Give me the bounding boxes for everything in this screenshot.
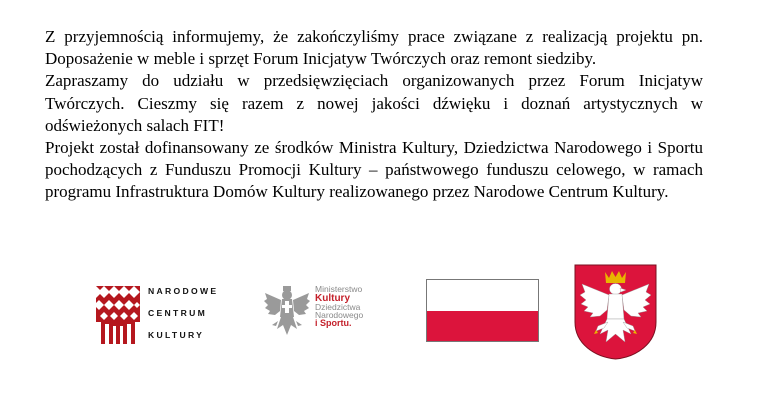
paragraph-invitation: Zapraszamy do udziału w przedsięwzięciach organizowanych przez Forum Inicjatyw Twórczych. Cieszmy się razem z nowej jakości dźwięku i doznań artystycznych w odświeżonych salach FIT! xyxy=(45,71,703,135)
nck-line-2: CENTRUM xyxy=(148,308,208,318)
flag-red-stripe xyxy=(427,311,538,342)
ministry-wordmark xyxy=(315,285,363,328)
ministry-logo xyxy=(263,285,391,343)
nck-logo xyxy=(96,286,226,344)
nck-wordmark xyxy=(148,286,228,344)
ministry-line-2: Kultury xyxy=(315,293,350,304)
paragraph-completion: Z przyjemnością informujemy, że zakończyliśmy prace związane z realizacją projektu pn. Doposażenie w meble i sprzęt Forum Inicjatyw Twórczych oraz remont siedziby. xyxy=(45,27,703,69)
grey-eagle-icon xyxy=(263,285,311,337)
ministry-line-5: i Sportu. xyxy=(315,318,352,328)
ministry-line-4: Narodowego xyxy=(315,310,364,320)
ministry-line-3: Dziedzictwa xyxy=(315,302,361,312)
polish-flag xyxy=(426,279,539,342)
announcement-text xyxy=(45,26,703,204)
paragraph-funding: Projekt został dofinansowany ze środków Ministra Kultury, Dziedzictwa Narodowego i Sportu pochodzących z Funduszu Promocji Kultury – państwowego funduszu celowego, w ramach programu Infrastruktura Domów Kultury realizowanego przez Narodowe Centrum Kultury. xyxy=(45,138,703,202)
coat-of-arms-icon xyxy=(574,264,657,360)
nck-line-1: NARODOWE xyxy=(148,286,219,296)
ministry-line-1: Ministerstwo xyxy=(315,284,363,294)
nck-line-3: KULTURY xyxy=(148,330,205,340)
nck-emblem-icon xyxy=(96,286,140,344)
flag-white-stripe xyxy=(427,280,538,311)
